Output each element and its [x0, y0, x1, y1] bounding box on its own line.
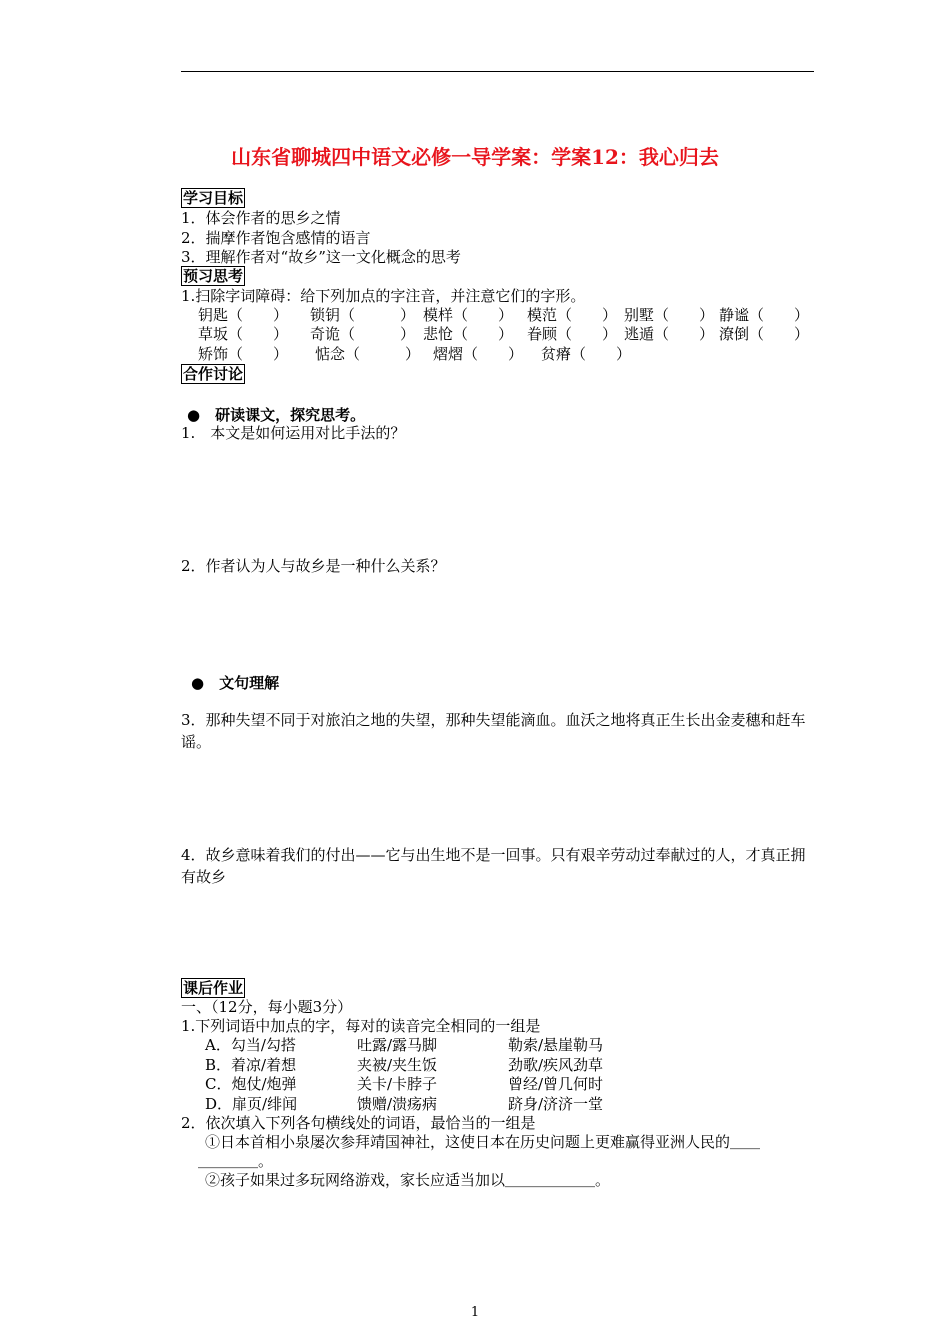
pinyin-item: 悲怆（ ） [423, 325, 514, 343]
option-b-2: 夹被/夹生饭 [357, 1056, 438, 1074]
option-d-3: 跻身/济济一堂 [508, 1095, 604, 1113]
pinyin-item: 逃遁（ ） [624, 325, 715, 343]
section-heading-homework: 课后作业 [183, 979, 244, 997]
pinyin-item: 草坂（ ） [198, 325, 289, 343]
fill-sentence-1: ①日本首相小泉屡次参拜靖国神社，这使日本在历史问题上更难赢得亚洲人民的＿＿ [205, 1133, 761, 1151]
pinyin-item: 潦倒（ ） [719, 325, 810, 343]
homework-question-2: 2．依次填入下列各句横线处的词语，最恰当的一组是 [181, 1114, 536, 1132]
pinyin-item: 熠熠（ ） [433, 345, 524, 363]
homework-question-1: 1.下列词语中加点的字，每对的读音完全相同的一组是 [181, 1017, 541, 1035]
option-a-3: 勒索/悬崖勒马 [508, 1036, 604, 1054]
pinyin-item: 模样（ ） [423, 306, 514, 324]
option-a-2: 吐露/露马脚 [357, 1036, 438, 1054]
option-b-1: B．着凉/着想 [205, 1056, 297, 1074]
pinyin-item: 模范（ ） [527, 306, 618, 324]
option-c-1: C．炮仗/炮弹 [205, 1075, 297, 1093]
homework-part-1: 一、（12分，每小题3分） [181, 998, 353, 1016]
pinyin-item: 惦念（ ） [315, 345, 421, 363]
section-heading-preview: 预习思考 [183, 267, 244, 285]
option-c-2: 关卡/卡脖子 [357, 1075, 438, 1093]
goal-item-2: 2．揣摩作者饱含感情的语言 [181, 229, 371, 247]
pinyin-item: 钥匙（ ） [198, 306, 289, 324]
goal-item-1: 1．体会作者的思乡之情 [181, 209, 341, 227]
pinyin-item: 别墅（ ） [624, 306, 715, 324]
header-rule [181, 71, 814, 72]
section-heading-discussion: 合作讨论 [183, 365, 244, 383]
option-c-3: 曾经/曾几何时 [508, 1075, 604, 1093]
goal-item-3: 3．理解作者对“故乡”这一文化概念的思考 [181, 248, 461, 266]
pinyin-item: 静谧（ ） [719, 306, 810, 324]
discussion-question-2: 2．作者认为人与故乡是一种什么关系？ [181, 557, 446, 575]
option-d-1: D．扉页/绯闻 [205, 1095, 298, 1113]
pinyin-item: 贫瘠（ ） [541, 345, 632, 363]
option-d-2: 馈赠/溃疡病 [357, 1095, 438, 1113]
pinyin-item: 眷顾（ ） [527, 325, 618, 343]
bullet-study-text: ● 研读课文，探究思考。 [187, 406, 366, 424]
discussion-question-1: 1. 本文是如何运用对比手法的？ [181, 424, 406, 442]
pinyin-item: 锁钥（ ） [310, 306, 416, 324]
fill-sentence-2: ②孩子如果过多玩网络游戏，家长应适当加以＿＿＿＿＿＿。 [205, 1171, 611, 1189]
fill-sentence-1-cont: ＿＿＿＿。 [198, 1152, 274, 1170]
page-number: 1 [470, 1305, 480, 1320]
document-title: 山东省聊城四中语文必修一导学案：学案12：我心归去 [231, 145, 719, 169]
option-a-1: A．勾当/勾搭 [205, 1036, 296, 1054]
section-heading-goals: 学习目标 [183, 189, 244, 207]
option-b-3: 劲歌/疾风劲草 [508, 1056, 604, 1074]
bullet-sentence-understanding: ● 文句理解 [191, 674, 280, 692]
preview-question: 1.扫除字词障碍：给下列加点的字注音，并注意它们的字形。 [181, 287, 586, 305]
pinyin-item: 矫饰（ ） [198, 345, 289, 363]
pinyin-item: 奇诡（ ） [310, 325, 416, 343]
discussion-question-4: 4．故乡意味着我们的付出——它与出生地不是一回事。只有艰辛劳动过奉献过的人，才真正拥有故乡 [181, 846, 806, 886]
discussion-question-3: 3．那种失望不同于对旅泊之地的失望，那种失望能滴血。血沃之地将真正生长出金麦穗和赶车谣。 [181, 711, 806, 751]
